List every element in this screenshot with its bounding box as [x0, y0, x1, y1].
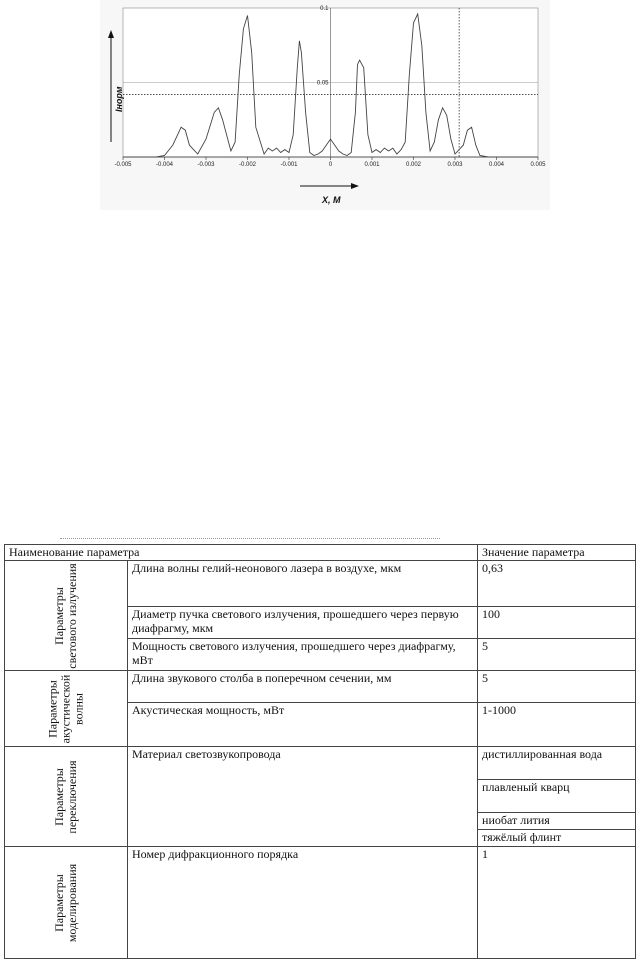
x-tick-label: -0.001 — [280, 162, 298, 168]
header-param-value: Значение параметра — [478, 545, 636, 561]
x-tick-label: 0.001 — [364, 162, 380, 168]
table-row — [5, 847, 636, 959]
group-cell-switching — [5, 747, 128, 847]
table-header-row — [5, 545, 636, 561]
parameters-table — [4, 544, 636, 959]
param-name: Номер дифракционного порядка — [128, 847, 478, 959]
x-tick-label: 0.004 — [488, 162, 505, 168]
x-axis-title: X, M — [322, 195, 341, 205]
param-value-list — [478, 747, 636, 847]
group-label: Параметры моделирования — [52, 863, 79, 942]
param-value: 1-1000 — [478, 703, 636, 747]
table-row — [5, 561, 636, 607]
group-label: Параметры акустической волны — [45, 674, 86, 743]
param-name: Мощность светового излучения, прошедшего через диафрагму, мВт — [128, 639, 478, 671]
x-tick-label: 0.005 — [530, 162, 546, 168]
table-row — [5, 671, 636, 703]
param-value: 5 — [478, 639, 636, 671]
material-option: дистиллированная вода — [482, 747, 603, 761]
header-param-name: Наименование параметра — [5, 545, 478, 561]
x-tick-label: -0.004 — [155, 162, 174, 168]
param-value: 0,63 — [478, 561, 636, 607]
group-cell-modeling — [5, 847, 128, 959]
param-name: Длина волны гелий-неонового лазера в воздухе, мкм — [128, 561, 478, 607]
x-tick-label: -0.005 — [114, 162, 132, 168]
x-tick-label: -0.002 — [238, 162, 257, 168]
x-axis-arrow-head — [351, 183, 359, 189]
y-tick-label: 0.1 — [320, 6, 329, 12]
x-tick-label: 0.002 — [405, 162, 422, 168]
param-name: Акустическая мощность, мВт — [128, 703, 478, 747]
param-name: Материал светозвукопровода — [128, 747, 478, 847]
intensity-chart — [100, 0, 550, 210]
param-value: 100 — [478, 607, 636, 639]
group-label: Параметры переключения — [52, 759, 79, 834]
material-option: тяжёлый флинт — [478, 829, 635, 846]
x-tick-label: 0.003 — [447, 162, 463, 168]
y-axis-title: Iнорм — [114, 86, 124, 112]
group-cell-light — [5, 561, 128, 671]
page-separator — [60, 538, 440, 542]
x-tick-label: -0.003 — [197, 162, 215, 168]
param-name: Длина звукового столба в поперечном сечении, мм — [128, 671, 478, 703]
param-value: 5 — [478, 671, 636, 703]
material-option: плавленый кварц — [478, 779, 635, 812]
chart-svg — [100, 0, 550, 210]
material-option: ниобат лития — [478, 812, 635, 829]
group-cell-acoustic — [5, 671, 128, 747]
y-axis-arrow-head — [108, 30, 114, 38]
group-label: Параметры светового излучения — [52, 562, 79, 669]
x-tick-label: 0 — [328, 162, 333, 168]
table-row — [5, 747, 636, 847]
param-name: Диаметр пучка светового излучения, прошедшего через первую диафрагму, мкм — [128, 607, 478, 639]
param-value: 1 — [478, 847, 636, 959]
y-tick-label: 0.05 — [316, 80, 329, 87]
